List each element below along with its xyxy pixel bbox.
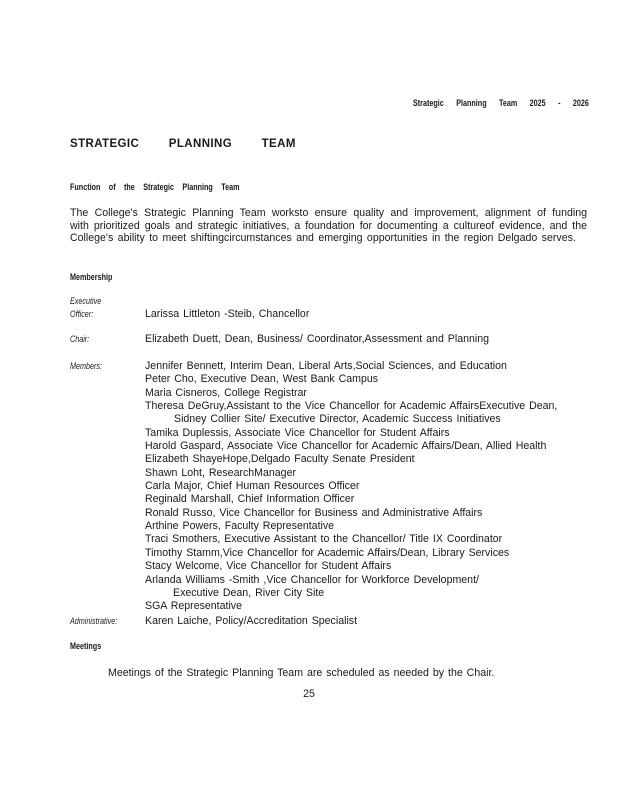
member-row: Arlanda Williams -Smith ,Vice Chancellor for Workforce Development/ (145, 573, 479, 586)
member-row: Traci Smothers, Executive Assistant to the Chancellor/ Title IX Coordinator (145, 533, 503, 546)
member-row: Reginald Marshall, Chief Information Officer (145, 493, 355, 506)
member-row: Jennifer Bennett, Interim Dean, Liberal Arts,Social Sciences, and Education (145, 360, 507, 372)
member-row: Tamika Duplessis, Associate Vice Chancellor for Student Affairs (145, 426, 450, 439)
function-paragraph: The College's Strategic Planning Team worksto ensure quality and improvement, alignment of funding with prioritized goals and strategic initiatives, a foundation for documenting a cultureof evidence, and the College's ability to meet shiftingcircumstances and emerging opportunities in the region Delgado serves. (70, 207, 587, 245)
chair-label: Chair: (70, 334, 90, 344)
member-row-continuation: Executive Dean, River City Site (173, 586, 325, 599)
members-label: Members: (70, 361, 103, 371)
running-header-text: Strategic Planning Team 2025 - 2026 (413, 98, 589, 108)
membership-heading (70, 272, 123, 282)
running-header (369, 98, 589, 108)
executive-officer-value: Larissa Littleton -Steib, Chancellor (145, 308, 310, 320)
member-row: Carla Major, Chief Human Resources Officer (145, 480, 360, 493)
member-row: Theresa DeGruy,Assistant to the Vice Chancellor for Academic AffairsExecutive Dean, (145, 400, 558, 413)
members-list (145, 360, 557, 614)
member-row: Peter Cho, Executive Dean, West Bank Campus (145, 373, 379, 386)
member-row: Shawn Loht, ResearchManager (145, 466, 296, 479)
member-row: Stacy Welcome, Vice Chancellor for Student Affairs (145, 560, 392, 573)
executive-officer-label-line1: Executive (70, 296, 102, 306)
member-row-continuation: Sidney Collier Site/ Executive Director, Academic Success Initiatives (174, 413, 501, 426)
function-heading (70, 182, 282, 192)
page-title: STRATEGIC PLANNING TEAM (70, 138, 296, 150)
member-row: Ronald Russo, Vice Chancellor for Business and Administrative Affairs (145, 506, 483, 519)
member-row: Maria Cisneros, College Registrar (145, 386, 307, 399)
member-row: Harold Gaspard, Associate Vice Chancellor for Academic Affairs/Dean, Allied Health (145, 440, 547, 453)
member-row: Arthine Powers, Faculty Representative (145, 520, 335, 533)
function-heading-text: Function of the Strategic Planning Team (70, 182, 240, 192)
member-row: Timothy Stamm,Vice Chancellor for Academic Affairs/Dean, Library Services (145, 546, 510, 559)
meetings-paragraph: Meetings of the Strategic Planning Team are scheduled as needed by the Chair. (108, 667, 495, 679)
chair-value: Elizabeth Duett, Dean, Business/ Coordinator,Assessment and Planning (145, 333, 490, 345)
administrative-value: Karen Laiche, Policy/Accreditation Specialist (145, 615, 358, 627)
meetings-heading-text: Meetings (70, 641, 102, 651)
page-number: 25 (303, 688, 315, 700)
member-row: SGA Representative (145, 600, 242, 613)
meetings-heading (70, 641, 109, 651)
member-row: Elizabeth ShayeHope,Delgado Faculty Senate President (145, 453, 415, 466)
membership-heading-text: Membership (70, 272, 113, 282)
administrative-label: Administrative: (70, 616, 118, 626)
executive-officer-label-line2: Officer: (70, 309, 94, 319)
